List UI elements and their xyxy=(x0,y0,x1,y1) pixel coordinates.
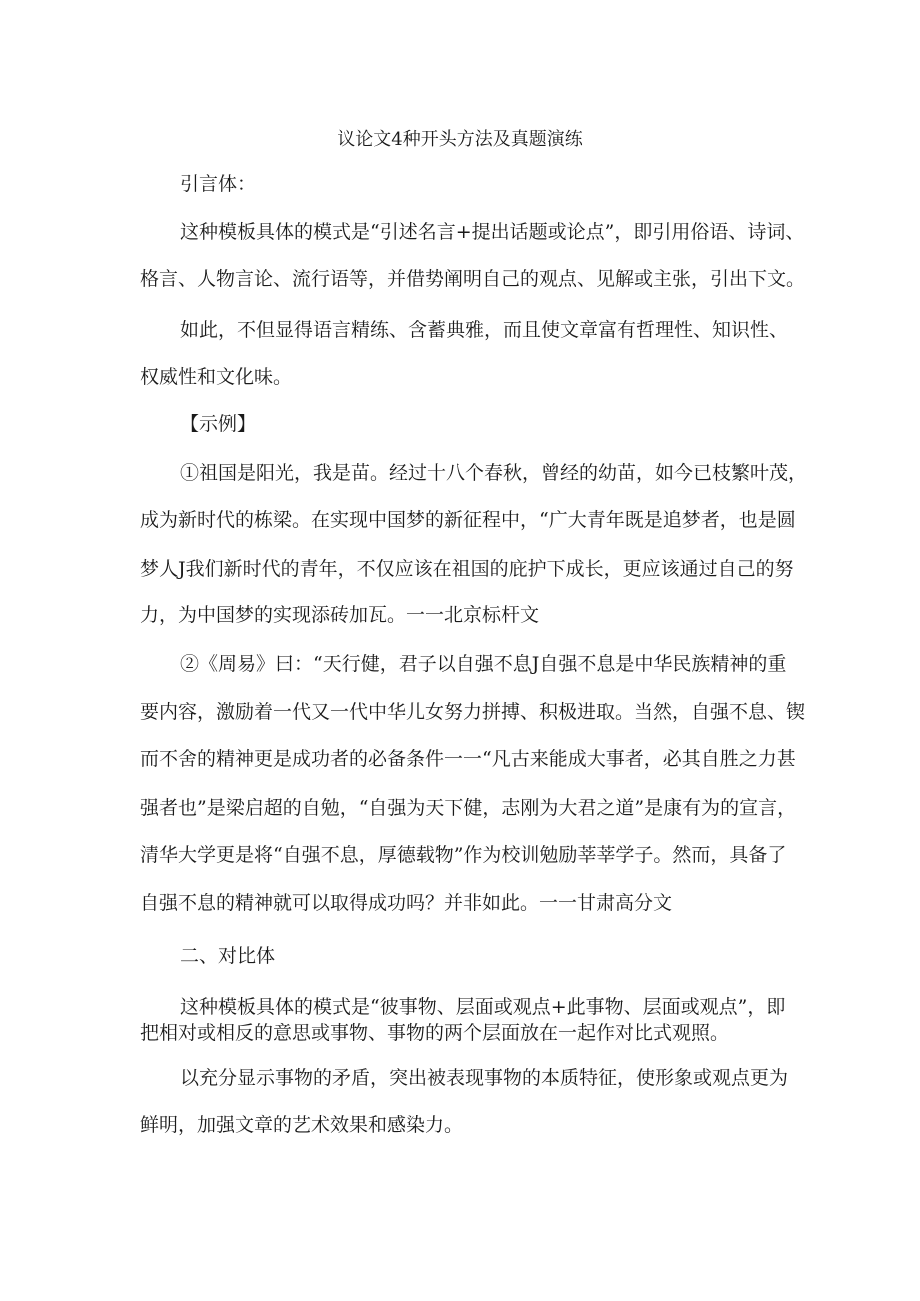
paragraph-line: 而不舍的精神更是成功者的必备条件一一“凡古来能成大事者，必其自胜之力甚 xyxy=(140,748,796,770)
paragraph-line: 清华大学更是将“自强不息，厚德载物”作为校训勉励莘莘学子。然而，具备了 xyxy=(140,844,787,866)
paragraph-line: 以充分显示事物的矛盾，突出被表现事物的本质特征，使形象或观点更为 xyxy=(180,1067,789,1089)
section-heading-quotation: 引言体： xyxy=(180,173,257,195)
paragraph-line: ②《周易》曰：“天行健，君子以自强不息J自强不息是中华民族精神的重 xyxy=(180,653,787,675)
paragraph-line: 力，为中国梦的实现添砖加瓦。一一北京标杆文 xyxy=(140,604,540,626)
paragraph-line: 要内容，激励着一代又一代中华儿女努力拼搏、积极进取。当然，自强不息、锲 xyxy=(140,701,806,723)
paragraph-line: 成为新时代的栋梁。在实现中国梦的新征程中，“广大青年既是追梦者，也是圆 xyxy=(140,509,796,531)
paragraph-line: 把相对或相反的意思或事物、事物的两个层面放在一起作对比式观照。 xyxy=(140,1022,730,1044)
paragraph-line: 强者也”是梁启超的自勉，“自强为天下健，志刚为大君之道”是康有为的宣言， xyxy=(140,797,797,819)
paragraph-line: 自强不息的精神就可以取得成功吗？并非如此。一一甘肃高分文 xyxy=(140,892,673,914)
paragraph-line: 鲜明，加强文章的艺术效果和感染力。 xyxy=(140,1114,464,1136)
example-heading: 【示例】 xyxy=(180,413,257,435)
paragraph-line: ①祖国是阳光，我是苗。经过十八个春秋，曾经的幼苗，如今已枝繁叶茂， xyxy=(180,462,808,484)
document-title: 议论文4种开头方法及真题演练 xyxy=(337,129,583,150)
paragraph-line: 这种模板具体的模式是“引述名言+提出话题或论点”，即引用俗语、诗词、 xyxy=(180,221,805,243)
paragraph-line: 如此，不但显得语言精练、含蓄典雅，而且使文章富有哲理性、知识性、 xyxy=(180,319,789,341)
paragraph-line: 格言、人物言论、流行语等，并借势阐明自己的观点、见解或主张，引出下文。 xyxy=(140,268,806,290)
paragraph-line: 这种模板具体的模式是“彼事物、层面或观点+此事物、层面或观点”，即 xyxy=(180,996,786,1018)
paragraph-line: 梦人J我们新时代的青年，不仅应该在祖国的庇护下成长，更应该通过自己的努 xyxy=(140,558,794,580)
paragraph-line: 权威性和文化味。 xyxy=(140,366,293,388)
section-heading-contrast: 二、对比体 xyxy=(180,945,276,967)
